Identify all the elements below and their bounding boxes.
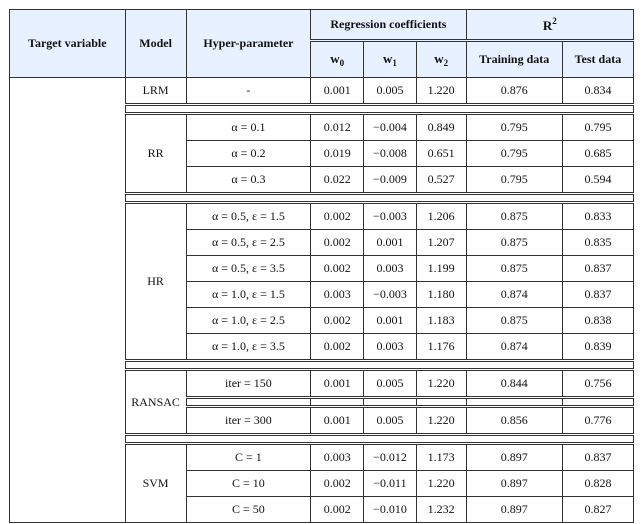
test-cell: 0.594 <box>562 167 633 194</box>
separator-cell <box>125 105 633 114</box>
test-cell: 0.837 <box>562 444 633 471</box>
param-cell: C = 1 <box>186 444 311 471</box>
w0-cell: 0.022 <box>311 167 364 194</box>
w0-cell: 0.002 <box>311 256 364 282</box>
w0-cell: 0.002 <box>311 497 364 523</box>
w1-cell: −0.012 <box>364 444 417 471</box>
w0-subscript: 0 <box>339 58 345 68</box>
test-cell: 0.776 <box>562 407 633 435</box>
w1-cell: −0.011 <box>364 471 417 497</box>
train-cell: 0.897 <box>466 497 562 523</box>
test-cell: 0.685 <box>562 141 633 167</box>
train-cell: 0.897 <box>466 444 562 471</box>
w1-cell: 0.005 <box>364 78 417 105</box>
train-cell: 0.875 <box>466 308 562 334</box>
w2-cell: 1.206 <box>416 203 466 230</box>
train-cell: 0.875 <box>466 256 562 282</box>
separator-cell <box>466 398 562 407</box>
w1-subscript: 1 <box>392 58 397 68</box>
w2-cell: 0.849 <box>416 114 466 141</box>
train-cell: 0.795 <box>466 114 562 141</box>
target-variable-cell <box>10 78 126 523</box>
results-table-container <box>9 9 634 523</box>
w2-cell: 1.176 <box>416 334 466 361</box>
w1-cell: −0.003 <box>364 282 417 308</box>
w0-cell: 0.003 <box>311 282 364 308</box>
header-r2 <box>466 10 633 41</box>
w2-base: w <box>434 51 444 66</box>
w1-cell: −0.004 <box>364 114 417 141</box>
separator-cell <box>311 398 364 407</box>
w0-cell: 0.002 <box>311 334 364 361</box>
separator-cell <box>125 435 633 444</box>
test-cell: 0.838 <box>562 308 633 334</box>
w1-cell: 0.001 <box>364 308 417 334</box>
separator-cell <box>186 398 311 407</box>
w1-cell: −0.003 <box>364 203 417 230</box>
test-cell: 0.835 <box>562 230 633 256</box>
test-cell: 0.834 <box>562 78 633 105</box>
w1-cell: −0.008 <box>364 141 417 167</box>
table-row <box>10 78 634 105</box>
param-cell: α = 0.3 <box>186 167 311 194</box>
train-cell: 0.875 <box>466 203 562 230</box>
separator-cell <box>125 361 633 370</box>
w0-cell: 0.002 <box>311 471 364 497</box>
param-cell: iter = 150 <box>186 370 311 398</box>
param-cell: α = 0.5, ε = 1.5 <box>186 203 311 230</box>
test-cell: 0.828 <box>562 471 633 497</box>
train-cell: 0.856 <box>466 407 562 435</box>
header-model: Model <box>125 10 186 78</box>
w0-base: w <box>330 51 340 66</box>
param-cell: α = 1.0, ε = 1.5 <box>186 282 311 308</box>
w2-cell: 1.232 <box>416 497 466 523</box>
w0-cell: 0.003 <box>311 444 364 471</box>
model-cell: RANSAC <box>125 370 186 435</box>
test-cell: 0.837 <box>562 256 633 282</box>
test-cell: 0.839 <box>562 334 633 361</box>
regression-results-table <box>9 9 634 523</box>
header-training-data: Training data <box>466 41 562 78</box>
param-cell: C = 10 <box>186 471 311 497</box>
w2-cell: 1.207 <box>416 230 466 256</box>
test-cell: 0.827 <box>562 497 633 523</box>
header-target-variable: Target variable <box>10 10 126 78</box>
w2-cell: 0.651 <box>416 141 466 167</box>
test-cell: 0.833 <box>562 203 633 230</box>
w1-base: w <box>382 51 393 66</box>
param-cell: C = 50 <box>186 497 311 523</box>
w2-cell: 1.220 <box>416 407 466 435</box>
w0-cell: 0.001 <box>311 370 364 398</box>
test-cell: 0.795 <box>562 114 633 141</box>
separator-cell <box>416 398 466 407</box>
w0-cell: 0.001 <box>311 78 364 105</box>
header-w1 <box>364 41 417 78</box>
results-table-body <box>10 78 634 523</box>
train-cell: 0.876 <box>466 78 562 105</box>
header-hyper-parameter: Hyper-parameter <box>186 10 311 78</box>
w2-subscript: 2 <box>443 58 449 68</box>
r2-base: R <box>542 17 553 33</box>
w1-cell: −0.010 <box>364 497 417 523</box>
param-cell: iter = 300 <box>186 407 311 435</box>
w0-cell: 0.019 <box>311 141 364 167</box>
train-cell: 0.897 <box>466 471 562 497</box>
r2-superscript: 2 <box>552 15 557 26</box>
param-cell: - <box>186 78 311 105</box>
w1-cell: −0.009 <box>364 167 417 194</box>
param-cell: α = 0.2 <box>186 141 311 167</box>
param-cell: α = 0.1 <box>186 114 311 141</box>
train-cell: 0.795 <box>466 141 562 167</box>
w1-cell: 0.001 <box>364 230 417 256</box>
test-cell: 0.756 <box>562 370 633 398</box>
header-test-data: Test data <box>562 41 633 78</box>
w2-cell: 1.180 <box>416 282 466 308</box>
w1-cell: 0.005 <box>364 370 417 398</box>
param-cell: α = 0.5, ε = 2.5 <box>186 230 311 256</box>
w2-cell: 1.199 <box>416 256 466 282</box>
w1-cell: 0.003 <box>364 256 417 282</box>
w2-cell: 1.220 <box>416 370 466 398</box>
w2-cell: 0.527 <box>416 167 466 194</box>
model-cell: HR <box>125 203 186 361</box>
w0-cell: 0.002 <box>311 308 364 334</box>
header-w0 <box>311 41 364 78</box>
train-cell: 0.844 <box>466 370 562 398</box>
model-cell: RR <box>125 114 186 194</box>
train-cell: 0.874 <box>466 282 562 308</box>
param-cell: α = 1.0, ε = 2.5 <box>186 308 311 334</box>
w2-cell: 1.220 <box>416 471 466 497</box>
w2-cell: 1.220 <box>416 78 466 105</box>
test-cell: 0.837 <box>562 282 633 308</box>
w2-cell: 1.183 <box>416 308 466 334</box>
model-cell: LRM <box>125 78 186 105</box>
header-w2 <box>416 41 466 78</box>
model-cell: SVM <box>125 444 186 523</box>
w1-cell: 0.005 <box>364 407 417 435</box>
train-cell: 0.874 <box>466 334 562 361</box>
w1-cell: 0.003 <box>364 334 417 361</box>
w0-cell: 0.002 <box>311 203 364 230</box>
param-cell: α = 0.5, ε = 3.5 <box>186 256 311 282</box>
w0-cell: 0.012 <box>311 114 364 141</box>
w0-cell: 0.002 <box>311 230 364 256</box>
train-cell: 0.875 <box>466 230 562 256</box>
w2-cell: 1.173 <box>416 444 466 471</box>
separator-cell <box>125 194 633 203</box>
train-cell: 0.795 <box>466 167 562 194</box>
separator-cell <box>364 398 417 407</box>
w0-cell: 0.001 <box>311 407 364 435</box>
param-cell: α = 1.0, ε = 3.5 <box>186 334 311 361</box>
header-regression-coefficients: Regression coefficients <box>311 10 466 41</box>
separator-cell <box>562 398 633 407</box>
